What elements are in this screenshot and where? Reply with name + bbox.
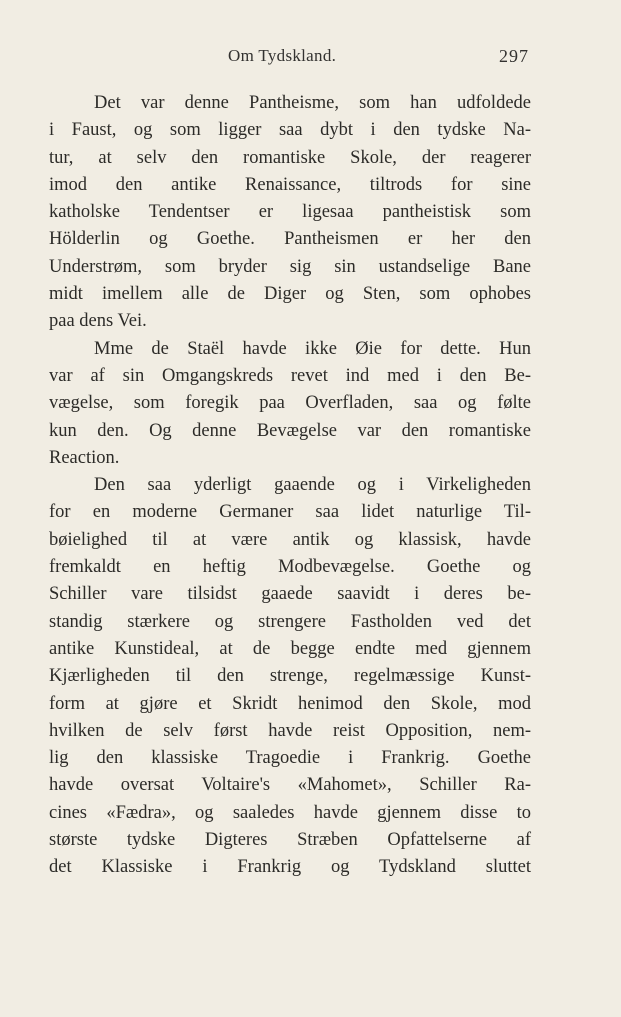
text-line: katholske Tendentser er ligesaa pantheistisk som	[49, 202, 531, 223]
text-line: cines «Fædra», og saaledes havde gjennem disse to	[49, 802, 531, 823]
text-line: standig stærkere og strengere Fastholden ved det	[49, 611, 531, 632]
text-line: kun den. Og denne Bevægelse var den romantiske	[49, 420, 531, 441]
page-number: 297	[499, 46, 529, 66]
text-line: Kjærligheden til den strenge, regelmæssige Kunst-	[49, 666, 531, 687]
text-line: antike Kunstideal, at de begge endte med gjennem	[49, 638, 531, 659]
text-line: i Faust, og som ligger saa dybt i den tydske Na-	[49, 120, 531, 141]
text-line: paa dens Vei.	[49, 311, 147, 332]
body-text	[49, 90, 531, 882]
text-line: Reaction.	[49, 447, 120, 468]
text-line: havde oversat Voltaire's «Mahomet», Schiller Ra-	[49, 775, 531, 796]
text-line: Schiller vare tilsidst gaaede saavidt i deres be-	[49, 584, 531, 605]
text-line: imod den antike Renaissance, tiltrods for sine	[49, 174, 531, 195]
text-line: bøielighed til at være antik og klassisk, havde	[49, 529, 531, 550]
text-line: Hölderlin og Goethe. Pantheismen er her den	[49, 229, 531, 250]
text-line: vægelse, som foregik paa Overfladen, saa og følte	[49, 393, 531, 414]
text-line: var af sin Omgangskreds revet ind med i den Be-	[49, 365, 531, 386]
text-line: hvilken de selv først havde reist Opposition, nem-	[49, 720, 531, 741]
text-line: fremkaldt en heftig Modbevægelse. Goethe og	[49, 557, 531, 578]
running-title: Om Tydskland.	[228, 46, 337, 65]
text-line: lig den klassiske Tragoedie i Frankrig. Goethe	[49, 748, 531, 769]
text-line: det Klassiske i Frankrig og Tydskland sluttet	[49, 857, 531, 878]
text-line: for en moderne Germaner saa lidet naturlige Til-	[49, 502, 531, 523]
text-line: Det var denne Pantheisme, som han udfoldede	[94, 93, 531, 113]
text-line: midt imellem alle de Diger og Sten, som ophobes	[49, 284, 531, 305]
text-line: Den saa yderligt gaaende og i Virkeligheden	[94, 475, 531, 496]
running-head	[0, 46, 621, 70]
text-line: Understrøm, som bryder sig sin ustandselige Bane	[49, 256, 531, 277]
text-line: Mme de Staël havde ikke Øie for dette. Hun	[94, 338, 531, 359]
text-line: tur, at selv den romantiske Skole, der reagerer	[49, 147, 531, 168]
text-line: største tydske Digteres Stræben Opfattelserne af	[49, 830, 531, 851]
text-line: form at gjøre et Skridt henimod den Skole, mod	[49, 693, 531, 714]
